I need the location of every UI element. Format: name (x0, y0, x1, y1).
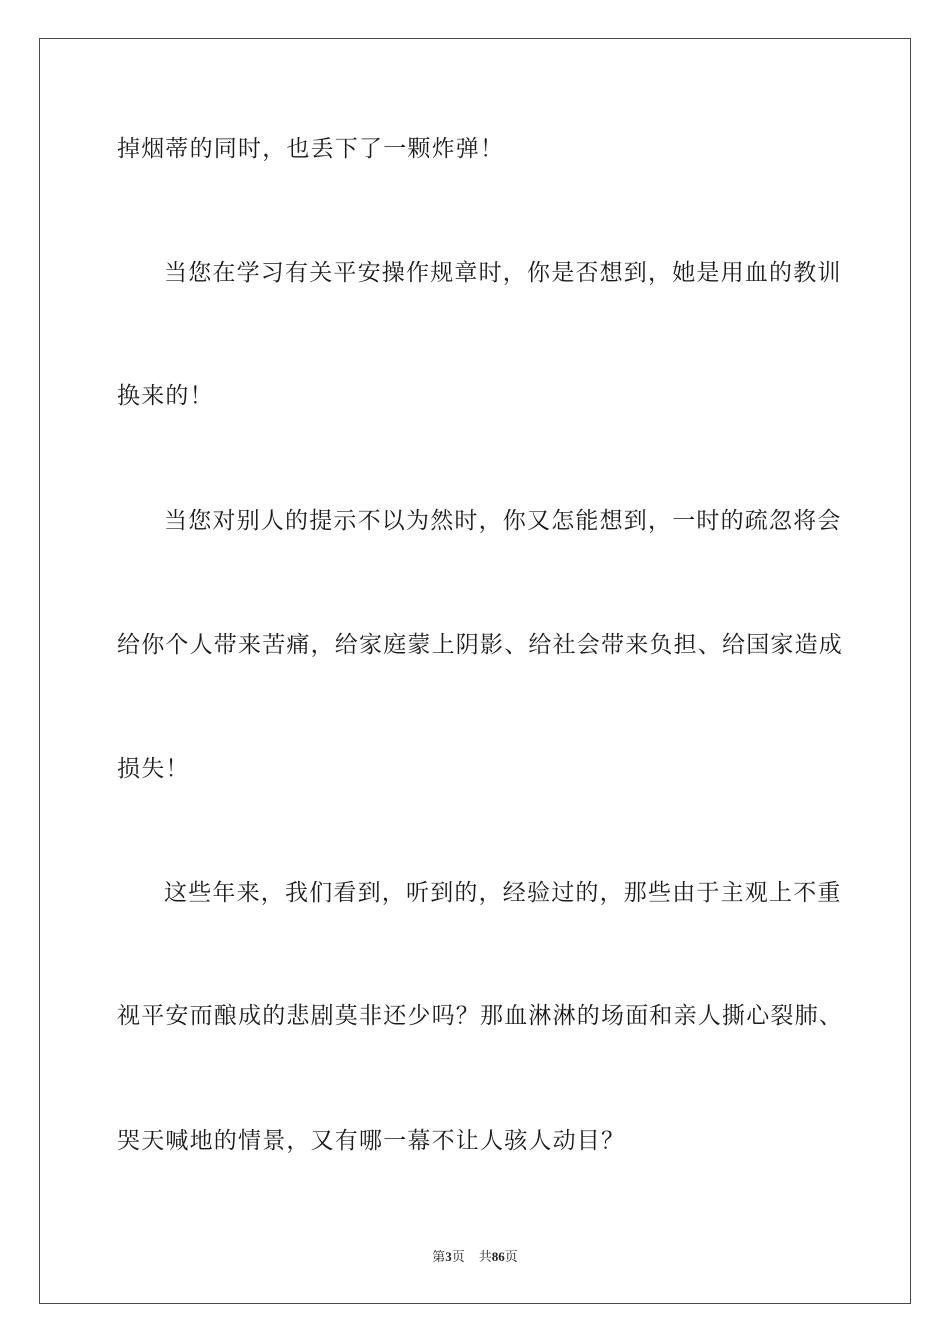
footer-page-suffix: 页 (451, 1249, 465, 1264)
text-line-4: 当您对别人的提示不以为然时，你又怎能想到，一时的疏忽将会 (164, 508, 842, 534)
footer-total-number: 86 (491, 1249, 505, 1264)
text-line-1: 掉烟蒂的同时，也丢下了一颗炸弹！ (117, 136, 505, 162)
text-line-3: 换来的！ (117, 383, 214, 409)
text-line-9: 哭天喊地的情景，又有哪一幕不让人骇人动目？ (117, 1128, 626, 1154)
text-line-2: 当您在学习有关平安操作规章时，你是否想到，她是用血的教训 (164, 260, 842, 286)
page-footer (0, 1248, 950, 1266)
text-line-8: 视平安而酿成的悲剧莫非还少吗？那血淋淋的场面和亲人撕心裂肺、 (117, 1003, 843, 1029)
text-line-6: 损失！ (117, 756, 190, 782)
footer-page-number: 3 (445, 1249, 452, 1264)
footer-total-prefix: 共 (478, 1249, 492, 1264)
text-line-7: 这些年来，我们看到，听到的，经验过的，那些由于主观上不重 (164, 880, 842, 906)
text-line-5: 给你个人带来苦痛，给家庭蒙上阴影、给社会带来负担、给国家造成 (117, 632, 843, 658)
page-border (39, 38, 911, 1304)
footer-total-suffix: 页 (504, 1249, 518, 1264)
footer-page-prefix: 第 (432, 1249, 446, 1264)
